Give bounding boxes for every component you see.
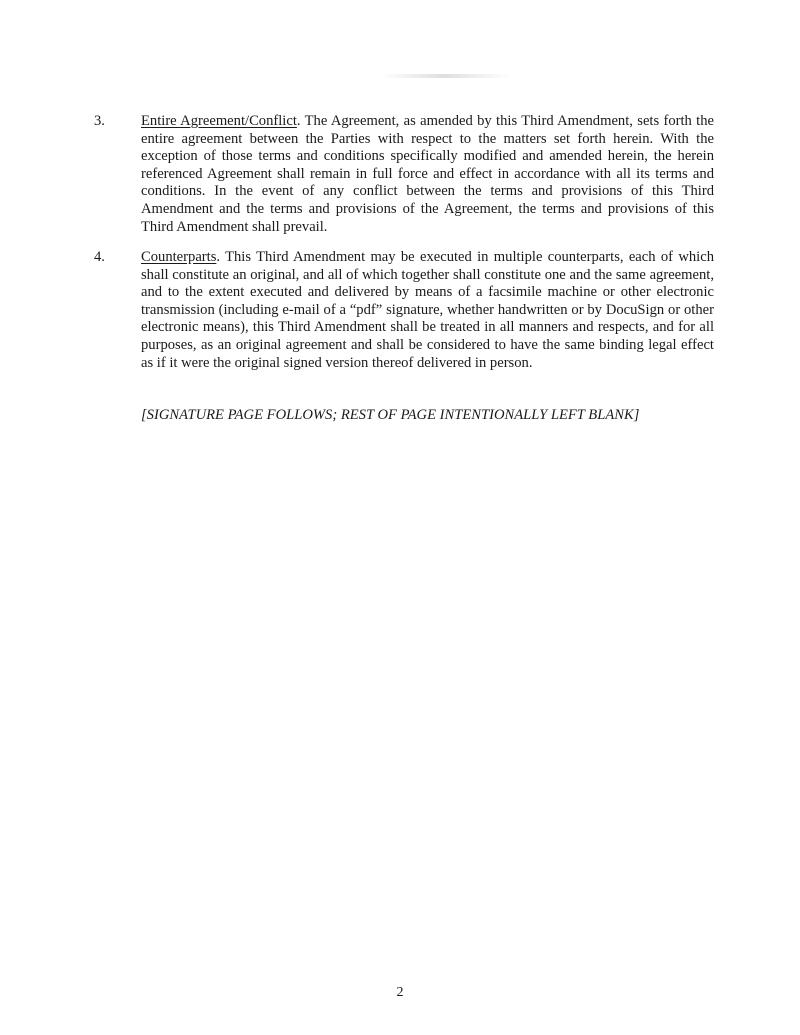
scan-artifact bbox=[380, 74, 510, 78]
section-heading: Counterparts bbox=[141, 249, 217, 265]
section-body bbox=[141, 113, 714, 236]
section-3 bbox=[94, 113, 714, 236]
section-text: . The Agreement, as amended by this Third Amendment, sets forth the entire agreement between the Parties with respect to the matters set forth herein. With the exception of those terms and conditions specifically modified and amended herein, the herein referenced Agreement shall remain in full force and effect in accordance with all its terms and conditions. In the event of any conflict between the terms and provisions of this Third Amendment and the terms and provisions of the Agreement, the terms and provisions of this Third Amendment shall prevail. bbox=[141, 113, 715, 235]
page-number: 2 bbox=[396, 985, 404, 1000]
section-text: . This Third Amendment may be executed in multiple counterparts, each of which shall constitute an original, and all of which together shall constitute one and the same agreement, and to the extent executed and delivered by means of a facsimile machine or other electronic transmission (including e-mail of a “pdf” signature, whether handwritten or by DocuSign or other electronic means), this Third Amendment shall be treated in all manners and respects, and for all purposes, as an original agreement and shall be considered to have the same binding legal effect as if it were the original signed version thereof delivered in person. bbox=[141, 249, 714, 371]
section-heading: Entire Agreement/Conflict bbox=[141, 113, 297, 129]
section-4 bbox=[94, 249, 714, 372]
section-body bbox=[141, 249, 714, 372]
section-number: 3. bbox=[94, 113, 105, 129]
signature-page-notice: [SIGNATURE PAGE FOLLOWS; REST OF PAGE INTENTIONALLY LEFT BLANK] bbox=[141, 407, 640, 423]
section-number: 4. bbox=[94, 249, 105, 265]
